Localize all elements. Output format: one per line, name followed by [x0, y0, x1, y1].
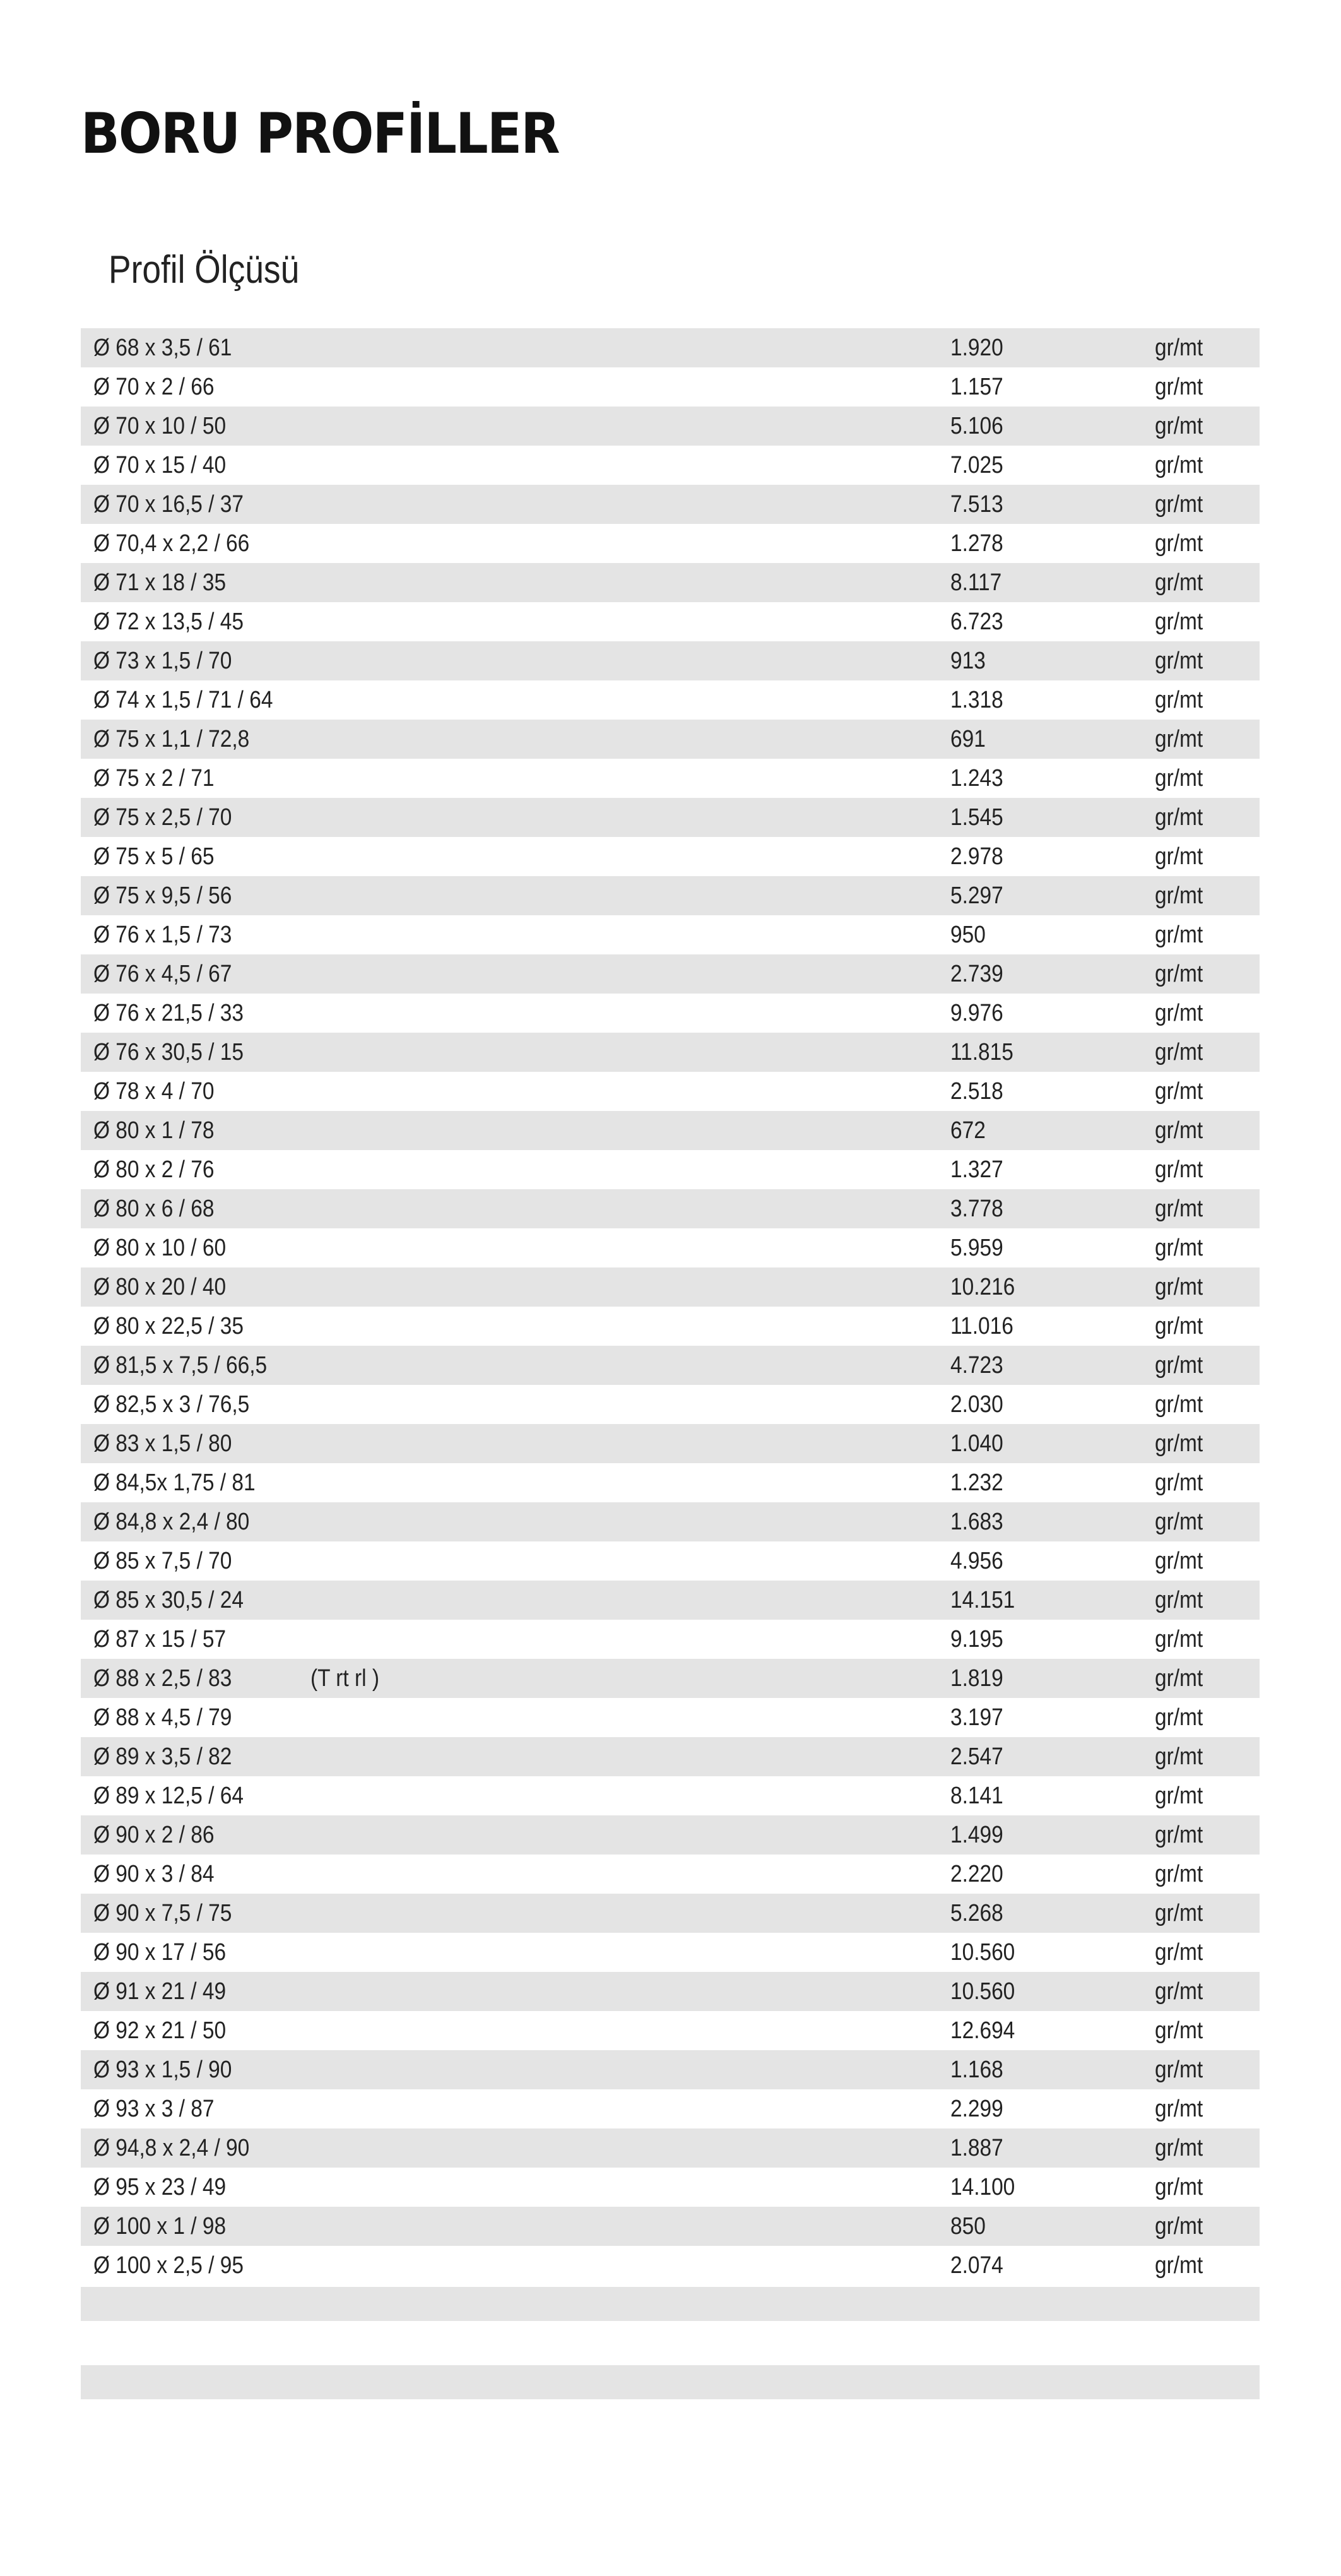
profile-weight: 1.278 — [950, 530, 1003, 557]
profile-unit: gr/mt — [1155, 765, 1203, 792]
profile-size: Ø 84,8 x 2,4 / 80 — [93, 1509, 250, 1535]
profile-unit: gr/mt — [1155, 2057, 1203, 2083]
profile-size: Ø 82,5 x 3 / 76,5 — [93, 1391, 250, 1418]
profile-weight: 8.141 — [950, 1783, 1003, 1809]
profile-size: Ø 83 x 1,5 / 80 — [93, 1430, 232, 1457]
table-row — [81, 759, 1260, 798]
profile-weight: 1.887 — [950, 2135, 1003, 2161]
table-row — [81, 1776, 1260, 1815]
profile-weight: 7.025 — [950, 452, 1003, 478]
profile-size: Ø 68 x 3,5 / 61 — [93, 335, 232, 361]
profile-size: Ø 93 x 1,5 / 90 — [93, 2057, 232, 2083]
profile-unit: gr/mt — [1155, 1822, 1203, 1848]
profile-weight: 4.723 — [950, 1352, 1003, 1379]
profile-size: Ø 93 x 3 / 87 — [93, 2096, 215, 2122]
table-row — [81, 1111, 1260, 1150]
profile-size: Ø 80 x 22,5 / 35 — [93, 1313, 244, 1339]
table-row — [81, 328, 1260, 367]
profile-weight: 1.168 — [950, 2057, 1003, 2083]
profile-unit: gr/mt — [1155, 1078, 1203, 1105]
profile-unit: gr/mt — [1155, 1900, 1203, 1926]
profile-weight: 2.299 — [950, 2096, 1003, 2122]
profile-weight: 5.297 — [950, 882, 1003, 909]
table-row — [81, 485, 1260, 524]
table-row — [81, 994, 1260, 1033]
profile-size: Ø 76 x 21,5 / 33 — [93, 1000, 244, 1026]
profile-size: Ø 92 x 21 / 50 — [93, 2017, 227, 2044]
profile-unit: gr/mt — [1155, 2252, 1203, 2279]
profile-weight: 5.106 — [950, 413, 1003, 439]
profile-size: Ø 80 x 6 / 68 — [93, 1196, 215, 1222]
profile-size: Ø 100 x 1 / 98 — [93, 2213, 227, 2240]
profile-unit: gr/mt — [1155, 530, 1203, 557]
table-row — [81, 524, 1260, 563]
profile-size: Ø 85 x 30,5 / 24 — [93, 1587, 244, 1613]
profile-weight: 1.157 — [950, 374, 1003, 400]
table-row — [81, 1815, 1260, 1855]
table-row — [81, 1737, 1260, 1776]
table-row — [81, 1346, 1260, 1385]
profile-unit: gr/mt — [1155, 1665, 1203, 1692]
profile-size: Ø 91 x 21 / 49 — [93, 1978, 227, 2005]
table-row — [81, 680, 1260, 720]
profile-unit: gr/mt — [1155, 1274, 1203, 1300]
profile-weight: 6.723 — [950, 608, 1003, 635]
profile-size: Ø 70 x 10 / 50 — [93, 413, 227, 439]
profile-size: Ø 74 x 1,5 / 71 / 64 — [93, 687, 273, 713]
profile-weight: 10.560 — [950, 1939, 1015, 1966]
profile-size: Ø 90 x 2 / 86 — [93, 1822, 215, 1848]
profile-size: Ø 88 x 4,5 / 79 — [93, 1704, 232, 1731]
profile-weight: 1.545 — [950, 804, 1003, 831]
profile-size: Ø 75 x 5 / 65 — [93, 843, 215, 870]
profile-size: Ø 89 x 3,5 / 82 — [93, 1743, 232, 1770]
profile-weight: 10.560 — [950, 1978, 1015, 2005]
profile-weight: 3.197 — [950, 1704, 1003, 1731]
profile-size: Ø 94,8 x 2,4 / 90 — [93, 2135, 250, 2161]
profile-unit: gr/mt — [1155, 687, 1203, 713]
profile-unit: gr/mt — [1155, 843, 1203, 870]
profile-weight: 2.220 — [950, 1861, 1003, 1887]
table-row — [81, 1502, 1260, 1541]
profile-unit: gr/mt — [1155, 2213, 1203, 2240]
table-row — [81, 1463, 1260, 1502]
table-row — [81, 1933, 1260, 1972]
profile-weight: 672 — [950, 1117, 986, 1144]
profile-unit: gr/mt — [1155, 1783, 1203, 1809]
profile-unit: gr/mt — [1155, 1196, 1203, 1222]
profile-size: Ø 75 x 9,5 / 56 — [93, 882, 232, 909]
table-row — [81, 1228, 1260, 1267]
table-row — [81, 1659, 1260, 1698]
profile-size: Ø 75 x 2,5 / 70 — [93, 804, 232, 831]
table-row — [81, 1424, 1260, 1463]
profile-weight: 2.030 — [950, 1391, 1003, 1418]
profile-size: Ø 71 x 18 / 35 — [93, 569, 227, 596]
profile-weight: 1.232 — [950, 1469, 1003, 1496]
profile-size: Ø 81,5 x 7,5 / 66,5 — [93, 1352, 268, 1379]
table-row — [81, 837, 1260, 876]
profile-weight: 14.151 — [950, 1587, 1015, 1613]
profile-size: Ø 90 x 3 / 84 — [93, 1861, 215, 1887]
profile-unit: gr/mt — [1155, 374, 1203, 400]
profile-unit: gr/mt — [1155, 1704, 1203, 1731]
table-row — [81, 1620, 1260, 1659]
table-row — [81, 1581, 1260, 1620]
table-row — [81, 798, 1260, 837]
table-row — [81, 1972, 1260, 2011]
profile-unit: gr/mt — [1155, 335, 1203, 361]
table-row — [81, 1385, 1260, 1424]
profile-unit: gr/mt — [1155, 491, 1203, 518]
profile-unit: gr/mt — [1155, 1039, 1203, 1065]
profile-size: Ø 75 x 1,1 / 72,8 — [93, 726, 250, 752]
profile-unit: gr/mt — [1155, 1352, 1203, 1379]
profile-unit: gr/mt — [1155, 569, 1203, 596]
empty-row — [81, 2287, 1260, 2321]
table-row — [81, 407, 1260, 446]
profile-size: Ø 90 x 7,5 / 75 — [93, 1900, 232, 1926]
table-row — [81, 2089, 1260, 2128]
profile-weight: 9.976 — [950, 1000, 1003, 1026]
table-row — [81, 641, 1260, 680]
profile-weight: 2.978 — [950, 843, 1003, 870]
profile-unit: gr/mt — [1155, 452, 1203, 478]
profile-weight: 9.195 — [950, 1626, 1003, 1653]
table-row — [81, 367, 1260, 407]
profile-unit: gr/mt — [1155, 1117, 1203, 1144]
profile-size: Ø 78 x 4 / 70 — [93, 1078, 215, 1105]
profile-size: Ø 73 x 1,5 / 70 — [93, 648, 232, 674]
profile-unit: gr/mt — [1155, 1391, 1203, 1418]
profile-weight: 2.518 — [950, 1078, 1003, 1105]
profile-table — [81, 328, 1260, 2285]
table-row — [81, 1698, 1260, 1737]
table-row — [81, 1307, 1260, 1346]
profile-unit: gr/mt — [1155, 1587, 1203, 1613]
profile-weight: 12.694 — [950, 2017, 1015, 2044]
table-row — [81, 1072, 1260, 1111]
table-row — [81, 1150, 1260, 1189]
profile-unit: gr/mt — [1155, 1235, 1203, 1261]
profile-unit: gr/mt — [1155, 2017, 1203, 2044]
profile-weight: 2.547 — [950, 1743, 1003, 1770]
profile-size: Ø 72 x 13,5 / 45 — [93, 608, 244, 635]
profile-size: Ø 80 x 1 / 78 — [93, 1117, 215, 1144]
profile-weight: 4.956 — [950, 1548, 1003, 1574]
table-row — [81, 1189, 1260, 1228]
profile-weight: 8.117 — [950, 569, 1002, 596]
profile-weight: 3.778 — [950, 1196, 1003, 1222]
table-row — [81, 720, 1260, 759]
profile-weight: 950 — [950, 922, 986, 948]
profile-unit: gr/mt — [1155, 2135, 1203, 2161]
profile-weight: 2.074 — [950, 2252, 1003, 2279]
table-row — [81, 1894, 1260, 1933]
table-row — [81, 2050, 1260, 2089]
profile-size: Ø 76 x 30,5 / 15 — [93, 1039, 244, 1065]
profile-weight: 1.499 — [950, 1822, 1003, 1848]
profile-size: Ø 70 x 15 / 40 — [93, 452, 227, 478]
profile-size: Ø 90 x 17 / 56 — [93, 1939, 227, 1966]
profile-unit: gr/mt — [1155, 648, 1203, 674]
profile-weight: 2.739 — [950, 961, 1003, 987]
profile-size: Ø 100 x 2,5 / 95 — [93, 2252, 244, 2279]
profile-note: (T rt rl ) — [310, 1665, 379, 1692]
profile-unit: gr/mt — [1155, 1509, 1203, 1535]
table-row — [81, 1033, 1260, 1072]
profile-unit: gr/mt — [1155, 1978, 1203, 2005]
profile-unit: gr/mt — [1155, 413, 1203, 439]
profile-weight: 1.040 — [950, 1430, 1003, 1457]
table-row — [81, 2168, 1260, 2207]
profile-unit: gr/mt — [1155, 922, 1203, 948]
profile-unit: gr/mt — [1155, 2174, 1203, 2200]
table-row — [81, 2011, 1260, 2050]
empty-row — [81, 2365, 1260, 2399]
profile-size: Ø 85 x 7,5 / 70 — [93, 1548, 232, 1574]
table-row — [81, 2207, 1260, 2246]
table-row — [81, 954, 1260, 994]
section-title: Profil Ölçüsü — [109, 248, 300, 292]
table-row — [81, 1855, 1260, 1894]
profile-weight: 1.243 — [950, 765, 1003, 792]
table-row — [81, 2128, 1260, 2168]
profile-unit: gr/mt — [1155, 882, 1203, 909]
profile-size: Ø 70 x 16,5 / 37 — [93, 491, 244, 518]
table-row — [81, 915, 1260, 954]
profile-weight: 5.959 — [950, 1235, 1003, 1261]
profile-unit: gr/mt — [1155, 608, 1203, 635]
table-row — [81, 876, 1260, 915]
profile-unit: gr/mt — [1155, 2096, 1203, 2122]
table-row — [81, 1267, 1260, 1307]
profile-size: Ø 80 x 10 / 60 — [93, 1235, 227, 1261]
profile-weight: 7.513 — [950, 491, 1003, 518]
profile-size: Ø 80 x 20 / 40 — [93, 1274, 227, 1300]
profile-unit: gr/mt — [1155, 1743, 1203, 1770]
profile-size: Ø 80 x 2 / 76 — [93, 1156, 215, 1183]
profile-size: Ø 89 x 12,5 / 64 — [93, 1783, 244, 1809]
profile-weight: 11.815 — [950, 1039, 1013, 1065]
profile-size: Ø 76 x 4,5 / 67 — [93, 961, 232, 987]
profile-size: Ø 95 x 23 / 49 — [93, 2174, 227, 2200]
profile-size: Ø 76 x 1,5 / 73 — [93, 922, 232, 948]
profile-size: Ø 75 x 2 / 71 — [93, 765, 215, 792]
profile-unit: gr/mt — [1155, 1469, 1203, 1496]
table-row — [81, 602, 1260, 641]
profile-weight: 14.100 — [950, 2174, 1015, 2200]
profile-unit: gr/mt — [1155, 1861, 1203, 1887]
profile-size: Ø 70 x 2 / 66 — [93, 374, 215, 400]
profile-unit: gr/mt — [1155, 1939, 1203, 1966]
profile-weight: 1.327 — [950, 1156, 1003, 1183]
profile-size: Ø 87 x 15 / 57 — [93, 1626, 227, 1653]
profile-weight: 11.016 — [950, 1313, 1013, 1339]
profile-weight: 10.216 — [950, 1274, 1015, 1300]
profile-weight: 1.819 — [950, 1665, 1003, 1692]
table-row — [81, 446, 1260, 485]
profile-size: Ø 88 x 2,5 / 83 — [93, 1665, 232, 1692]
profile-unit: gr/mt — [1155, 1626, 1203, 1653]
profile-unit: gr/mt — [1155, 804, 1203, 831]
table-row — [81, 2246, 1260, 2285]
profile-size: Ø 84,5x 1,75 / 81 — [93, 1469, 256, 1496]
profile-unit: gr/mt — [1155, 726, 1203, 752]
profile-weight: 1.318 — [950, 687, 1003, 713]
profile-weight: 691 — [950, 726, 986, 752]
profile-weight: 5.268 — [950, 1900, 1003, 1926]
profile-unit: gr/mt — [1155, 961, 1203, 987]
profile-weight: 850 — [950, 2213, 986, 2240]
profile-unit: gr/mt — [1155, 1000, 1203, 1026]
table-row — [81, 563, 1260, 602]
profile-unit: gr/mt — [1155, 1548, 1203, 1574]
profile-unit: gr/mt — [1155, 1430, 1203, 1457]
table-row — [81, 1541, 1260, 1581]
profile-weight: 913 — [950, 648, 986, 674]
profile-size: Ø 70,4 x 2,2 / 66 — [93, 530, 250, 557]
page-title: BORU PROFİLLER — [81, 101, 559, 166]
profile-unit: gr/mt — [1155, 1156, 1203, 1183]
profile-weight: 1.920 — [950, 335, 1003, 361]
profile-unit: gr/mt — [1155, 1313, 1203, 1339]
profile-weight: 1.683 — [950, 1509, 1003, 1535]
